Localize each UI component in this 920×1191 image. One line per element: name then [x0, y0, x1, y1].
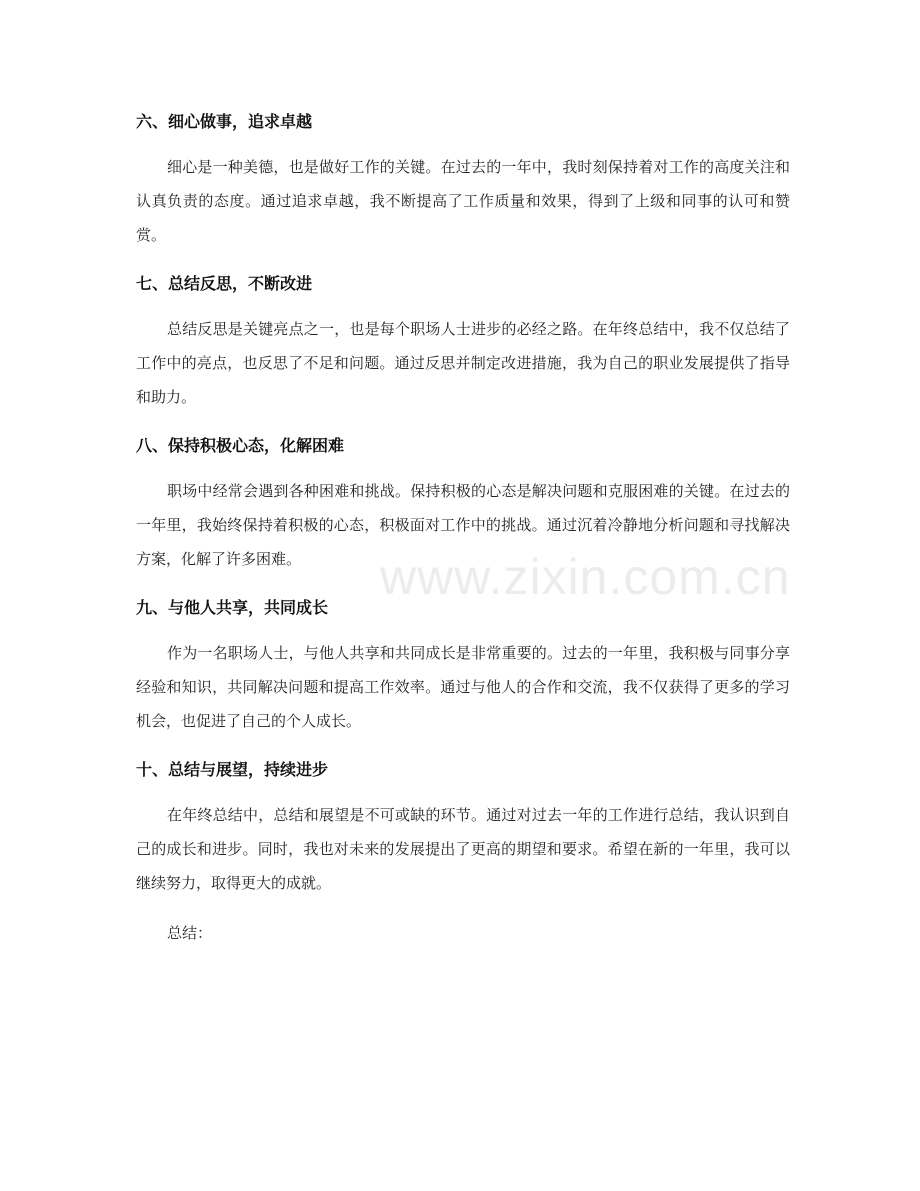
closing-label: 总结：	[167, 924, 213, 942]
section-heading-8: 八、保持积极心态，化解困难	[136, 436, 345, 455]
section-paragraph-6: 细心是一种美德，也是做好工作的关键。在过去的一年中，我时刻保持着对工作的高度关注和认真负责的态度。通过追求卓越，我不断提高了工作质量和效果，得到了上级和同事的认可和赞赏。	[136, 158, 790, 244]
section-paragraph-10: 在年终总结中，总结和展望是不可或缺的环节。通过对过去一年的工作进行总结，我认识到自己的成长和进步。同时，我也对未来的发展提出了更高的期望和要求。希望在新的一年里，我可以继续努力，取得更大的成就。	[136, 806, 790, 892]
section-heading-9: 九、与他人共享，共同成长	[136, 598, 329, 617]
section-heading-7: 七、总结反思，不断改进	[136, 274, 313, 293]
section-heading-6: 六、细心做事，追求卓越	[136, 112, 313, 131]
section-heading-10: 十、总结与展望，持续进步	[136, 760, 329, 779]
watermark: www.zixin.com.cn	[380, 549, 791, 605]
section-paragraph-7: 总结反思是关键亮点之一，也是每个职场人士进步的必经之路。在年终总结中，我不仅总结了工作中的亮点，也反思了不足和问题。通过反思并制定改进措施，我为自己的职业发展提供了指导和助力。	[136, 320, 790, 406]
document-body	[136, 106, 790, 950]
section-paragraph-8: 职场中经常会遇到各种困难和挑战。保持积极的心态是解决问题和克服困难的关键。在过去的一年里，我始终保持着积极的心态，积极面对工作中的挑战。通过沉着冷静地分析问题和寻找解决方案，化解了许多困难。	[136, 482, 790, 568]
section-paragraph-9: 作为一名职场人士，与他人共享和共同成长是非常重要的。过去的一年里，我积极与同事分享经验和知识，共同解决问题和提高工作效率。通过与他人的合作和交流，我不仅获得了更多的学习机会，也促进了自己的个人成长。	[136, 644, 790, 730]
